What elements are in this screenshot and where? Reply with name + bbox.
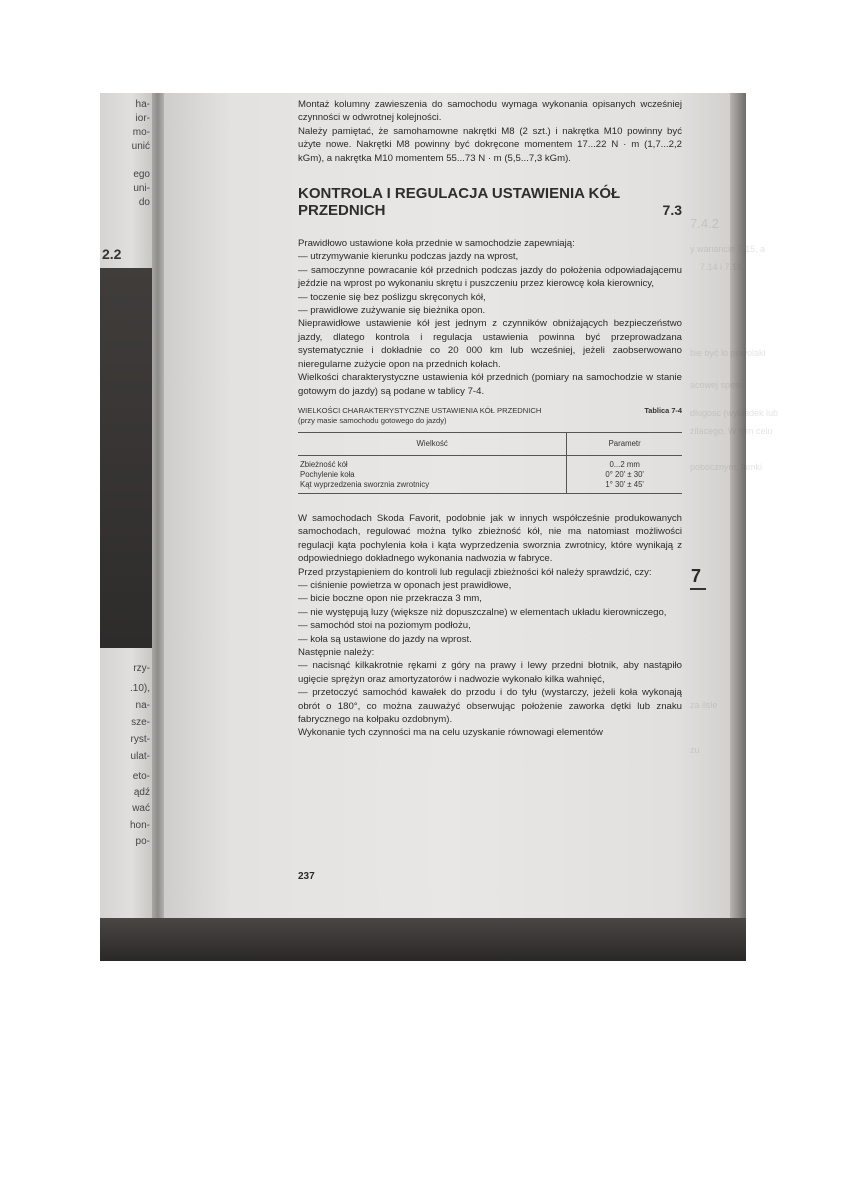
body-paragraph: W samochodach Skoda Favorit, podobnie jak w innych współcześnie produkowanych samochodach, regulować można tylko zbieżność kół, nie ma natomiast możliwości regulacji kąta pochylenia koła i kąta wyprzedzenia sworznia zwrotnicy, które wynikają z odpowiedniego dokładnego wykonania nadwozia w fabryce. bbox=[298, 512, 682, 565]
list-item: — toczenie się bez poślizgu skręconych kół, bbox=[298, 291, 486, 303]
chapter-tab: 7 bbox=[691, 566, 702, 586]
list-item: — nacisnąć kilkakrotnie rękami z góry na prawy i lewy przedni błotnik, aby nastąpiło ugięcie sprężyn oraz amortyzatorów i nadwozie wykonało kilka wahnięć, bbox=[298, 660, 682, 685]
left-fragment: ulat- bbox=[130, 751, 150, 762]
table-subtitle: (przy masie samochodu gotowego do jazdy) bbox=[298, 415, 447, 425]
list-item: — prawidłowe zużywanie się bieżnika opon. bbox=[298, 305, 486, 317]
left-fragment: ha- bbox=[135, 99, 150, 110]
table-cell: Kąt wyprzedzenia sworznia zwrotnicy bbox=[298, 480, 567, 494]
table-label: Tablica 7-4 bbox=[644, 405, 682, 415]
left-fragment: wać bbox=[132, 803, 150, 814]
list-item: — samochód stoi na poziomym podłożu, bbox=[298, 620, 471, 632]
table-row bbox=[298, 455, 682, 470]
parameters-table bbox=[298, 432, 682, 494]
left-fragment: rzy- bbox=[133, 663, 150, 674]
list-item: — samoczynne powracanie kół przednich podczas jazdy do położenia odpowiadającemu jeździe na wprost po wykonaniu skrętu i puszczeniu przez kierowcę koła kierownicy, bbox=[298, 264, 682, 290]
table-header: Wielkość bbox=[298, 432, 567, 455]
list-item: — ciśnienie powietrza w oponach jest prawidłowe, bbox=[298, 579, 512, 591]
left-figure-dark bbox=[100, 268, 152, 648]
section-title-line-2: PRZEDNICH bbox=[298, 202, 386, 220]
table-cell: 1° 30' ± 45' bbox=[567, 480, 682, 494]
left-fragment: ądź bbox=[133, 787, 150, 798]
left-fragment: eto- bbox=[132, 771, 150, 782]
left-fragment: unić bbox=[131, 141, 150, 152]
section-number: 7.3 bbox=[662, 202, 682, 219]
intro-paragraph: Montaż kolumny zawieszenia do samochodu wymaga wykonania opisanych wcześniej czynności w odwrotnej kolejności. bbox=[298, 99, 682, 124]
left-fragment: ior- bbox=[135, 113, 150, 124]
table-header: Parametr bbox=[567, 432, 682, 455]
table-caption bbox=[298, 406, 682, 416]
list-item: — koła są ustawione do jazdy na wprost. bbox=[298, 633, 472, 645]
book-bottom-edge bbox=[100, 918, 746, 961]
table-cell: Zbieżność kół bbox=[298, 455, 567, 470]
body-paragraph: Wykonanie tych czynności ma na celu uzyskanie równowagi elementów bbox=[298, 727, 603, 739]
book-gutter bbox=[152, 93, 164, 961]
body-paragraph: Przed przystąpieniem do kontroli lub regulacji zbieżności kół należy sprawdzić, czy: bbox=[298, 566, 652, 578]
page-number: 237 bbox=[298, 871, 315, 882]
page-edge bbox=[730, 93, 746, 961]
left-fragment: ryst- bbox=[130, 734, 150, 745]
left-fragment: hon- bbox=[129, 820, 150, 831]
left-fragment: uni- bbox=[133, 183, 150, 194]
table-cell: Pochylenie koła bbox=[298, 470, 567, 480]
page-content bbox=[298, 98, 682, 740]
chapter-tab-underline bbox=[690, 588, 706, 590]
table-title: WIELKOŚCI CHARAKTERYSTYCZNE USTAWIENIA KÓŁ PRZEDNICH bbox=[298, 405, 542, 415]
left-heading: 2.2 bbox=[102, 246, 122, 262]
list-item: — nie występują luzy (większe niż dopuszczalne) w elementach układu kierowniczego, bbox=[298, 606, 667, 618]
section-title-line-1: KONTROLA I REGULACJA USTAWIENIA KÓŁ bbox=[298, 185, 621, 203]
body-paragraph: Nieprawidłowe ustawienie kół jest jednym z czynników obniżających bezpieczeństwo jazdy, dlatego kontrola i regulacja ustawienia powinna być przeprowadzana systematycznie i dokładnie co 20 000 km lub wcześniej, jeżeli zaobserwowano nieregularne zużycie opon na przednich kołach. bbox=[298, 318, 682, 370]
left-fragment: .10), bbox=[129, 683, 150, 694]
intro-paragraph-2: Należy pamiętać, że samohamowne nakrętki M8 (2 szt.) i nakrętka M10 powinny być użyte nowe. Nakrętki M8 powinny być dokręcone momentem 17...22 N · m (1,7...2,2 kGm), a nakrętka M10 momentem 55...73 N · m (5,5...7,3 kGm). bbox=[298, 125, 682, 164]
body-paragraph: Następnie należy: bbox=[298, 646, 375, 658]
table-row bbox=[298, 480, 682, 494]
left-fragment: na- bbox=[135, 700, 150, 711]
list-item: — przetoczyć samochód kawałek do przodu i do tyłu (wystarczy, jeżeli koła wykonają obrót o 180°, co można zauważyć obserwując położenie zaworka dętki lub znaku fabrycznego na kołpaku ozdobnym). bbox=[298, 687, 682, 725]
table-cell: 0...2 mm bbox=[609, 459, 640, 469]
left-fragment: po- bbox=[135, 836, 150, 847]
section-heading bbox=[298, 185, 682, 219]
table-row bbox=[298, 470, 682, 480]
list-item: — bicie boczne opon nie przekracza 3 mm, bbox=[298, 593, 482, 605]
left-page-fragment bbox=[100, 93, 152, 961]
body-lead: Prawidłowo ustawione koła przednie w samochodzie zapewniają: bbox=[298, 238, 575, 250]
table-cell: 0° 20' ± 30' bbox=[605, 469, 644, 479]
left-fragment: mo- bbox=[132, 127, 150, 138]
left-fragment: ego bbox=[133, 169, 150, 180]
left-fragment: do bbox=[138, 197, 150, 208]
body-paragraph: Wielkości charakterystyczne ustawienia kół przednich (pomiary na samochodzie w stanie gotowym do jazdy) są podane w tablicy 7-4. bbox=[298, 372, 682, 397]
list-item: — utrzymywanie kierunku podczas jazdy na wprost, bbox=[298, 251, 519, 263]
section-title bbox=[298, 185, 620, 219]
left-fragment: sze- bbox=[131, 717, 150, 728]
